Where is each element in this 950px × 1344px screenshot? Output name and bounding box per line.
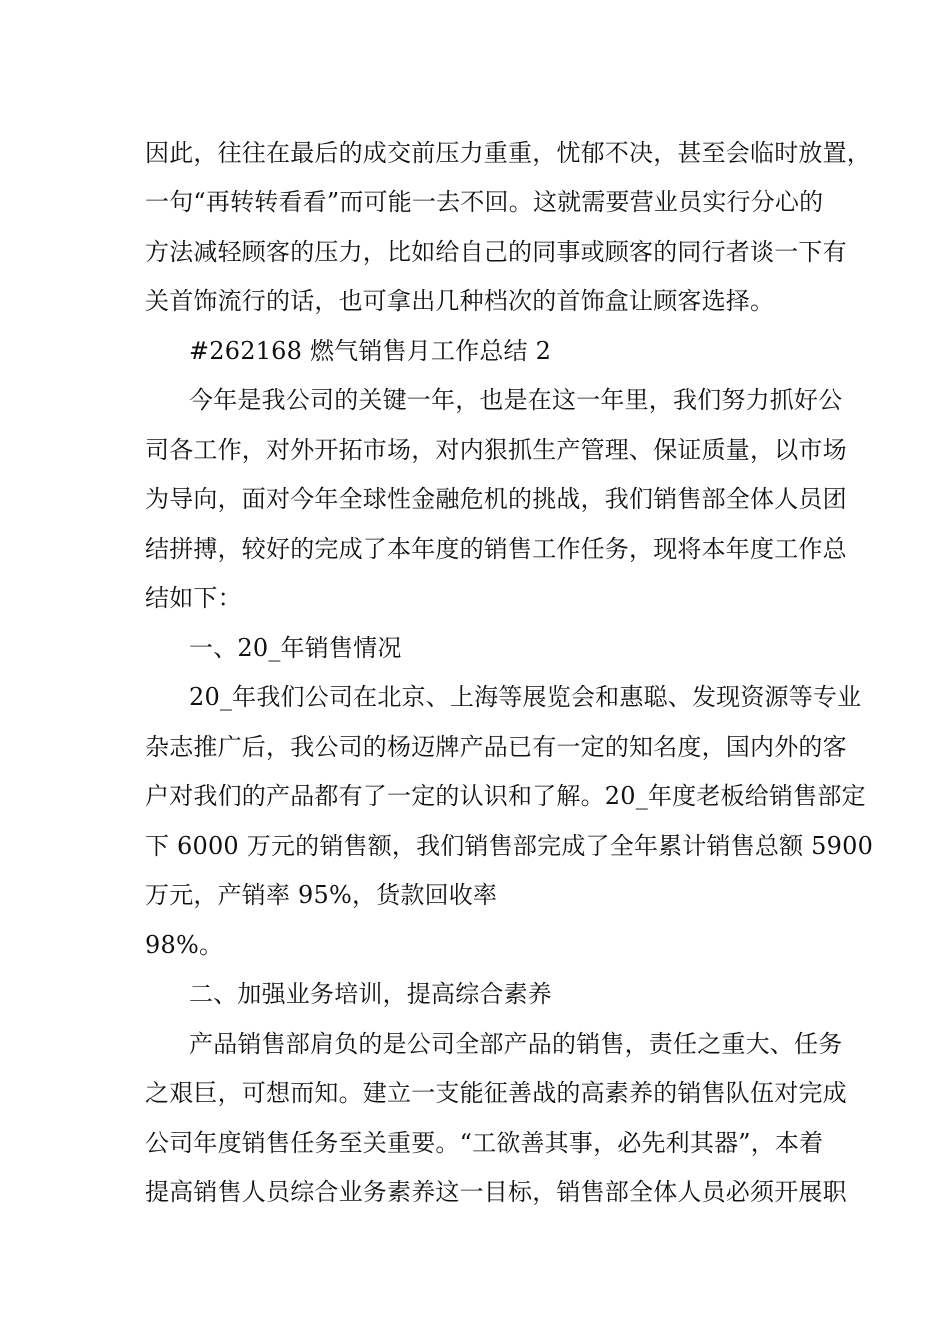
body-text-line: 结如下： [145,584,242,612]
paragraph-first-line: 产品销售部肩负的是公司全部产品的销售，责任之重大、任务 [189,1030,843,1058]
body-text-line: 杂志推广后，我公司的杨迈牌产品已有一定的知名度，国内外的客 [145,733,847,761]
body-text-line: 下 6000 万元的销售额，我们销售部完成了全年累计销售总额 5900 [145,832,874,860]
body-text-line: 方法减轻顾客的压力，比如给自己的同事或顾客的同行者谈一下有 [145,238,847,266]
paragraph-first-line: 今年是我公司的关键一年，也是在这一年里，我们努力抓好公 [189,386,843,414]
body-text-line: 之艰巨，可想而知。建立一支能征善战的高素养的销售队伍对完成 [145,1079,847,1107]
subsection-heading: 一、20_年销售情况 [189,634,402,662]
body-text-line: 公司年度销售任务至关重要。“工欲善其事，必先利其器”，本着 [145,1129,824,1157]
body-text-line: 98%。 [145,931,224,959]
body-text-line: 户对我们的产品都有了一定的认识和了解。20_年度老板给销售部定 [145,782,866,810]
body-text-line: 一句“再转转看看”而可能一去不回。这就需要营业员实行分心的 [145,188,824,216]
body-text-line: 关首饰流行的话，也可拿出几种档次的首饰盒让顾客选择。 [145,287,775,315]
section-heading: #262168 燃气销售月工作总结 2 [189,337,552,365]
paragraph-first-line: 20_年我们公司在北京、上海等展览会和惠聪、发现资源等专业 [189,683,862,711]
subsection-heading: 二、加强业务培训，提高综合素养 [189,980,552,1008]
body-text-line: 为导向，面对今年全球性金融危机的挑战，我们销售部全体人员团 [145,485,847,513]
body-text-line: 司各工作，对外开拓市场，对内狠抓生产管理、保证质量，以市场 [145,436,847,464]
body-text-line: 万元，产销率 95%，货款回收率 [145,881,498,909]
body-text-line: 结拼搏，较好的完成了本年度的销售工作任务，现将本年度工作总 [145,535,847,563]
body-text-line: 提高销售人员综合业务素养这一目标，销售部全体人员必须开展职 [145,1178,847,1206]
body-text-line: 因此，往往在最后的成交前压力重重，忧郁不决，甚至会临时放置， [145,139,871,167]
